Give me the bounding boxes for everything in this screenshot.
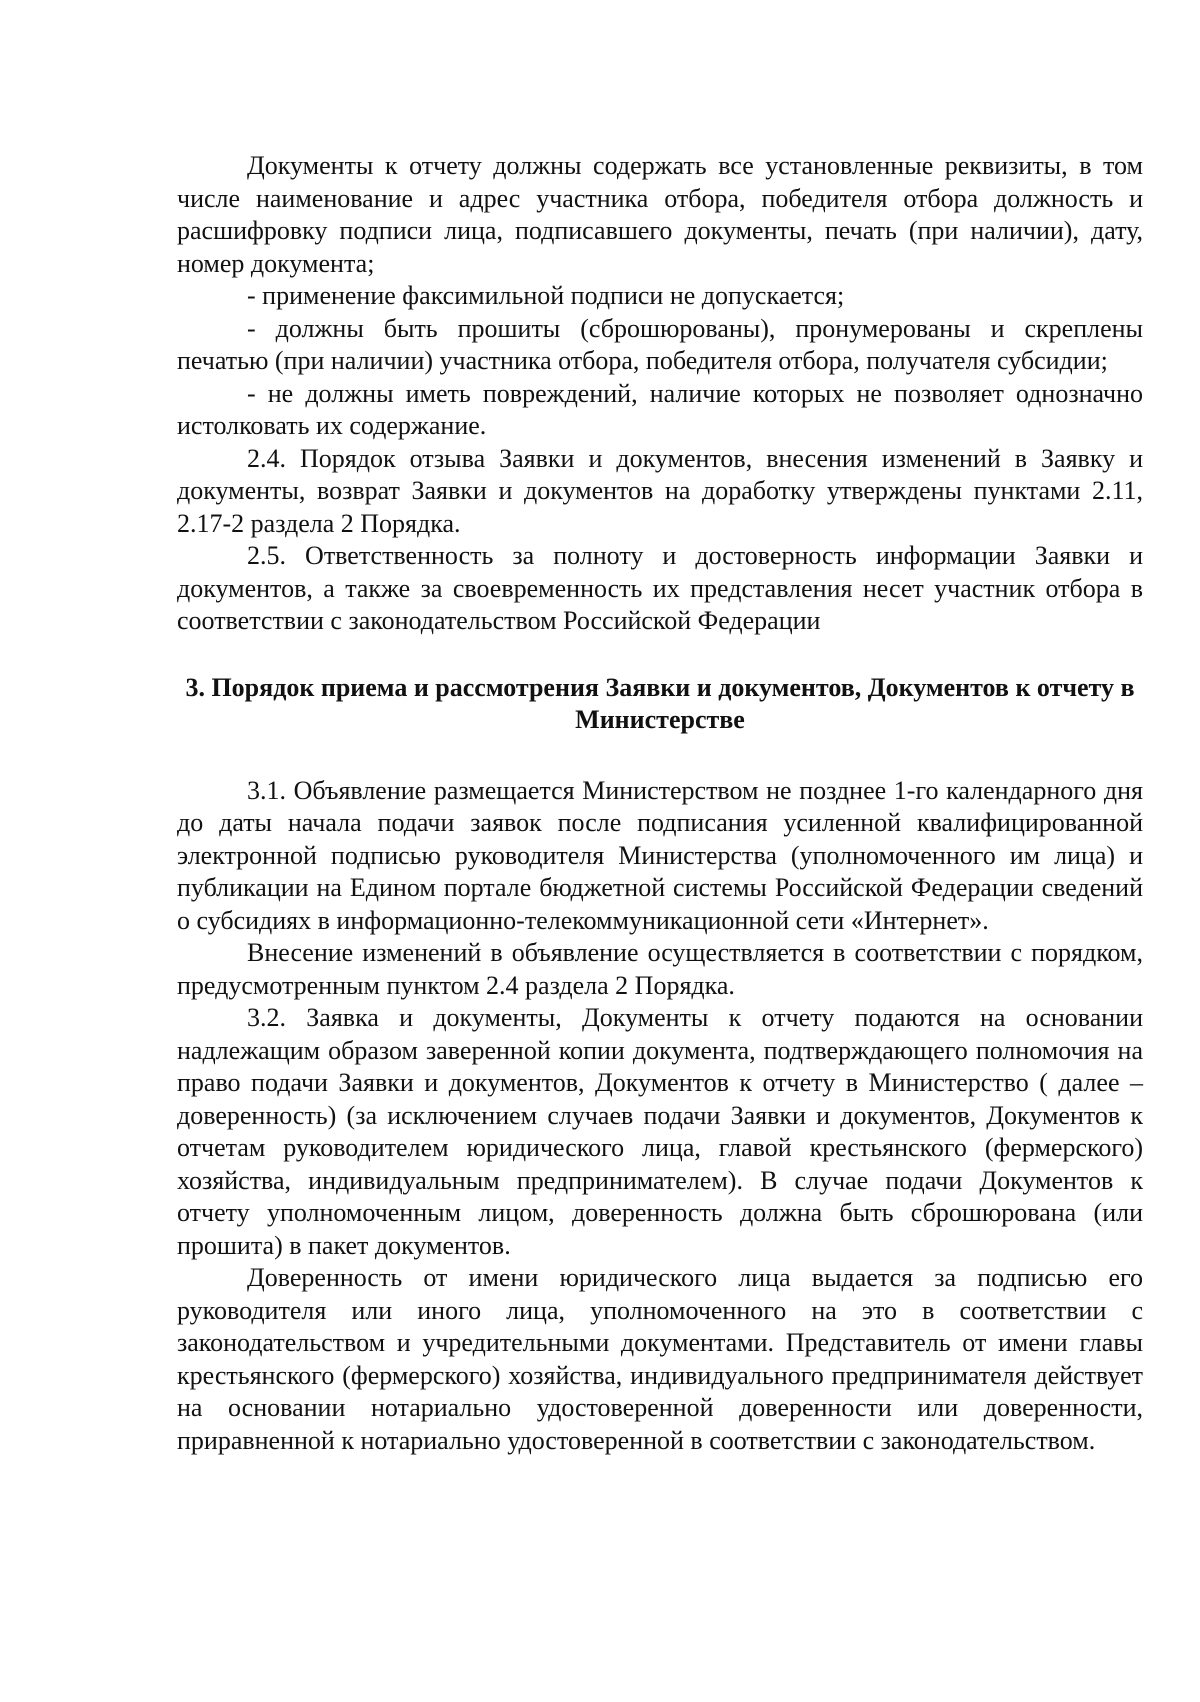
paragraph-requisites: Документы к отчету должны содержать все установленные реквизиты, в том числе наименование и адрес участника отбора, победителя отбора должность и расшифровку подписи лица, подписавшего документы, печать (при наличии), дату, номер документа; — [177, 151, 1143, 278]
section-3-heading: 3. Порядок приема и рассмотрения Заявки и документов, Документов к отчету в Министерстве — [185, 672, 1135, 734]
document-page — [177, 150, 1143, 1457]
paragraph-3-2: 3.2. Заявка и документы, Документы к отчету подаются на основании надлежащим образом заверенной копии документа, подтверждающего полномочия на право подачи Заявки и документов, Документов к отчету в Министерство ( далее – доверенность) (за исключением случаев подачи Заявки и документов, Документов к отчетам руководителем юридического лица, главой крестьянского (фермерского) хозяйства, индивидуальным предпринимателем). В случае подачи Документов к отчету уполномоченным лицом, доверенность должна быть сброшюрована (или прошита) в пакет документов. — [177, 1003, 1143, 1260]
paragraph-2-5: 2.5. Ответственность за полноту и достоверность информации Заявки и документов, а также за своевременность их представления несет участник отбора в соответствии с законодательством Российской Федерации — [177, 541, 1143, 635]
paragraph-stitched: - должны быть прошиты (сброшюрованы), пронумерованы и скреплены печатью (при наличии) участника отбора, победителя отбора, получателя субсидии; — [177, 313, 1143, 375]
paragraph-amendments: Внесение изменений в объявление осуществляется в соответствии с порядком, предусмотренным пунктом 2.4 раздела 2 Порядка. — [177, 938, 1143, 1000]
paragraph-3-1: 3.1. Объявление размещается Министерством не позднее 1-го календарного дня до даты начала подачи заявок после подписания усиленной квалифицированной электронной подписью руководителя Министерства (уполномоченного им лица) и публикации на Едином портале бюджетной системы Российской Федерации сведений о субсидиях в информационно-телекоммуникационной сети «Интернет». — [177, 775, 1143, 935]
paragraph-2-4: 2.4. Порядок отзыва Заявки и документов, внесения изменений в Заявку и документы, возврат Заявки и документов на доработку утверждены пунктами 2.11, 2.17-2 раздела 2 Порядка. — [177, 443, 1143, 538]
paragraph-power-of-attorney: Доверенность от имени юридического лица выдается за подписью его руководителя или иного лица, уполномоченного на это в соответствии с законодательством и учредительными документами. Представитель от имени главы крестьянского (фермерского) хозяйства, индивидуального предпринимателя действует на основании нотариально удостоверенной доверенности или доверенности, приравненной к нотариально удостоверенной в соответствии с законодательством. — [177, 1263, 1143, 1455]
paragraph-no-damage: - не должны иметь повреждений, наличие которых не позволяет однозначно истолковать их содержание. — [177, 378, 1143, 440]
paragraph-facsimile: - применение факсимильной подписи не допускается; — [247, 281, 845, 310]
